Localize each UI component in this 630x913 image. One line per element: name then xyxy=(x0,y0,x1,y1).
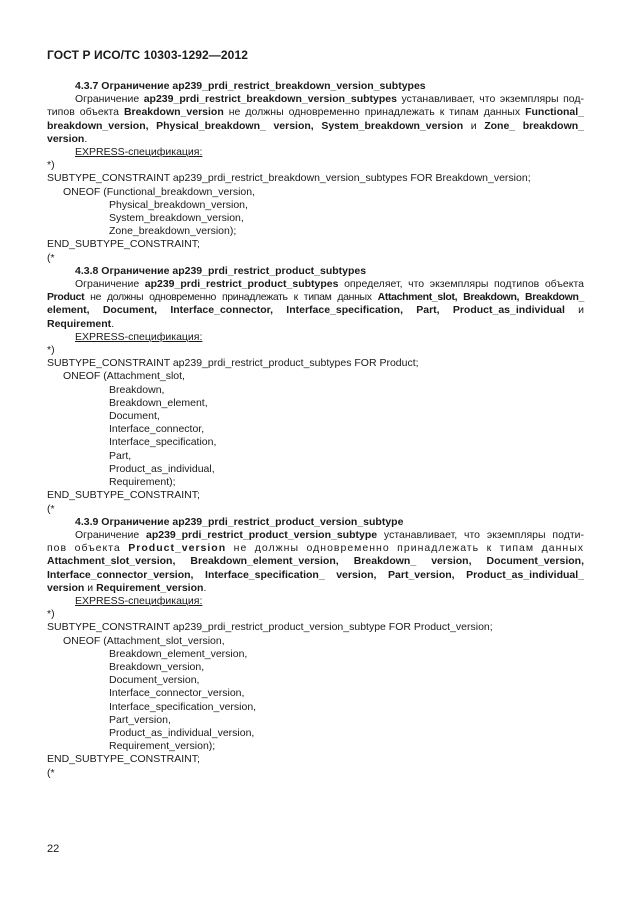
code-line: Requirement); xyxy=(109,476,176,489)
paragraph-line: пов объекта Product_version не должны одновременно принадлежать к типам данных xyxy=(47,542,584,555)
code-line: Interface_specification, xyxy=(109,436,217,449)
code-line: Part, xyxy=(109,449,132,462)
code-line: Document, xyxy=(109,410,160,423)
code-line: SUBTYPE_CONSTRAINT ap239_prdi_restrict_product_subtypes FOR Product; xyxy=(47,357,419,370)
paragraph-line: version. xyxy=(47,132,88,145)
code-line: Breakdown_version, xyxy=(109,660,205,673)
paragraph-line: Product не должны одновременно принадлежать к типам данных Attachment_slot, Breakdown, Breakdown_ xyxy=(47,291,584,304)
code-line: Breakdown, xyxy=(109,383,165,396)
paragraph-line: version и Requirement_version. xyxy=(47,581,207,594)
paragraph-line: Requirement. xyxy=(47,317,115,330)
code-line: *) xyxy=(47,344,55,357)
code-line: Zone_breakdown_version); xyxy=(109,225,237,238)
section-4-3-8 xyxy=(47,265,584,516)
code-line: (* xyxy=(47,502,55,515)
code-line: ONEOF (Attachment_slot, xyxy=(63,370,185,383)
express-spec-label: EXPRESS-спецификация: xyxy=(75,594,203,607)
paragraph-line: element, Document, Interface_connector, Interface_specification, Part, Product_as_individual и xyxy=(47,304,584,317)
code-line: *) xyxy=(47,159,55,172)
code-line: Requirement_version); xyxy=(109,740,216,753)
page-content xyxy=(47,80,584,780)
document-header: ГОСТ Р ИСО/ТС 10303-1292—2012 xyxy=(47,48,248,62)
section-title: 4.3.9 Ограничение ap239_prdi_restrict_product_version_subtype xyxy=(75,515,404,528)
paragraph-line: типов объекта Breakdown_version не должны одновременно принадлежать к типам данных Functional_ xyxy=(47,106,585,119)
code-line: ONEOF (Functional_breakdown_version, xyxy=(63,185,256,198)
paragraph-line: Ограничение ap239_prdi_restrict_product_subtypes определяет, что экземпляры подтипов объекта xyxy=(75,278,584,291)
code-line: END_SUBTYPE_CONSTRAINT; xyxy=(47,489,200,502)
paragraph-line: Attachment_slot_version, Breakdown_element_version, Breakdown_ version, Document_version, xyxy=(47,555,584,568)
code-line: (* xyxy=(47,766,55,779)
code-line: SUBTYPE_CONSTRAINT ap239_prdi_restrict_product_version_subtype FOR Product_version; xyxy=(47,621,493,634)
code-line: Breakdown_element_version, xyxy=(109,647,248,660)
code-line: Document_version, xyxy=(109,674,200,687)
section-4-3-7 xyxy=(47,80,584,265)
code-line: SUBTYPE_CONSTRAINT ap239_prdi_restrict_breakdown_version_subtypes FOR Breakdown_version; xyxy=(47,172,531,185)
section-title: 4.3.8 Ограничение ap239_prdi_restrict_product_subtypes xyxy=(75,264,367,277)
paragraph-line: Ограничение ap239_prdi_restrict_breakdown_version_subtypes устанавливает, что экземпляры под- xyxy=(75,93,585,106)
code-line: Interface_connector, xyxy=(109,423,205,436)
page-number: 22 xyxy=(47,843,60,855)
code-line: Breakdown_element, xyxy=(109,396,208,409)
paragraph-line: breakdown_version, Physical_breakdown_ version, System_breakdown_version и Zone_ breakdown_ xyxy=(47,119,585,132)
code-line: Product_as_individual_version, xyxy=(109,726,255,739)
section-4-3-9 xyxy=(47,516,584,780)
code-line: (* xyxy=(47,251,55,264)
paragraph-line: Ограничение ap239_prdi_restrict_product_version_subtype устанавливает, что экземпляры подти- xyxy=(75,528,584,541)
code-line: Product_as_individual, xyxy=(109,462,215,475)
express-spec-label: EXPRESS-спецификация: xyxy=(75,330,203,343)
code-line: ONEOF (Attachment_slot_version, xyxy=(63,634,225,647)
section-title: 4.3.7 Ограничение ap239_prdi_restrict_breakdown_version_subtypes xyxy=(75,80,426,92)
code-line: END_SUBTYPE_CONSTRAINT; xyxy=(47,753,200,766)
paragraph-line: Interface_connector_version, Interface_specification_ version, Part_version, Product_as_individual_ xyxy=(47,568,584,581)
express-spec-label: EXPRESS-спецификация: xyxy=(75,146,203,159)
code-line: Interface_specification_version, xyxy=(109,700,257,713)
code-line: *) xyxy=(47,608,55,621)
code-line: END_SUBTYPE_CONSTRAINT; xyxy=(47,238,200,251)
code-line: Part_version, xyxy=(109,713,171,726)
code-line: Physical_breakdown_version, xyxy=(109,198,248,211)
code-line: Interface_connector_version, xyxy=(109,687,245,700)
code-line: System_breakdown_version, xyxy=(109,212,244,225)
